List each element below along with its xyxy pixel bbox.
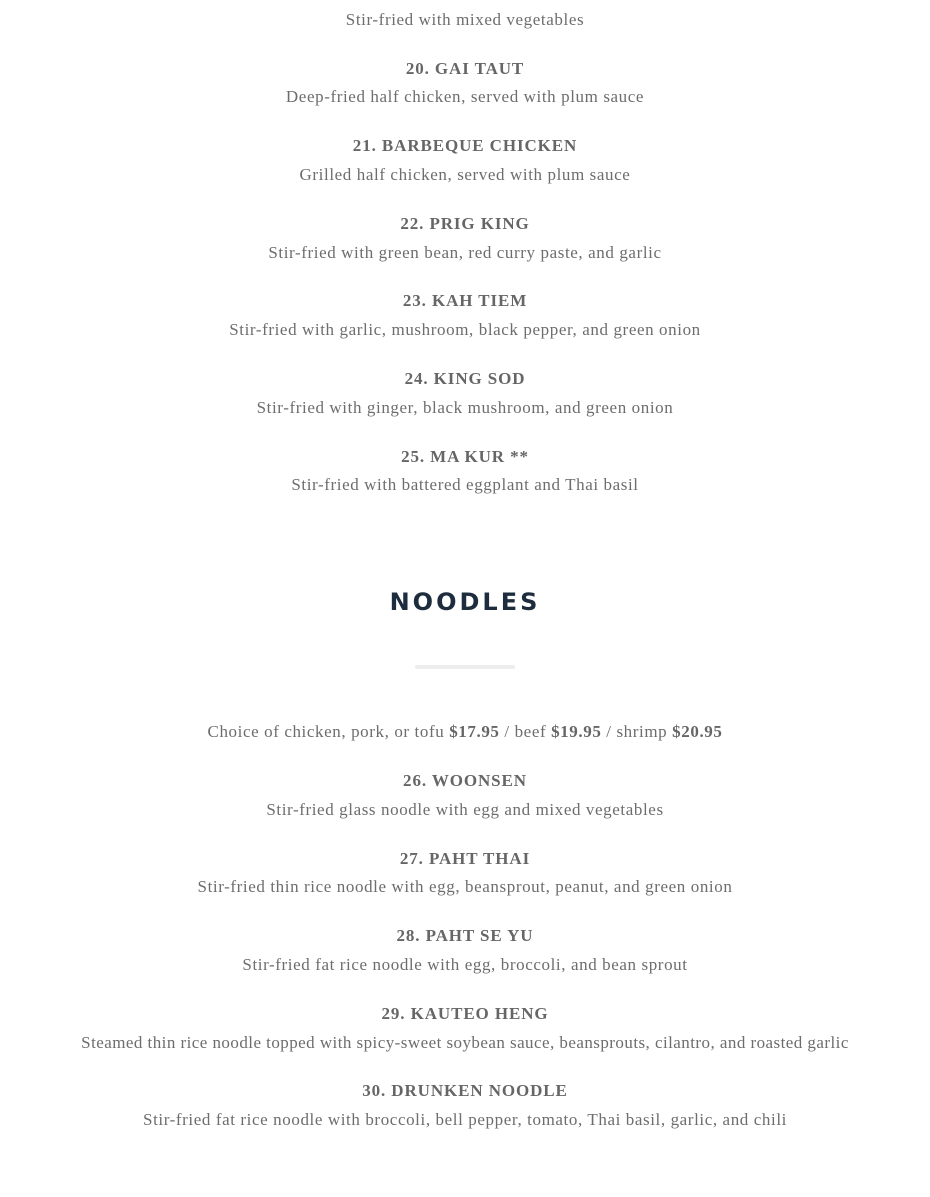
item-title: 28. PAHT SE YU	[396, 926, 534, 945]
item-description: Stir-fried thin rice noodle with egg, beansprout, peanut, and green onion	[197, 877, 733, 896]
item-title: 23. KAH TIEM	[402, 291, 528, 310]
pricing-intro: Choice of chicken, pork, or tofu	[207, 722, 450, 741]
item-description: Stir-fried with green bean, red curry paste, and garlic	[268, 243, 662, 262]
item-title: 20. GAI TAUT	[405, 59, 525, 78]
item-description: Grilled half chicken, served with plum sauce	[299, 165, 631, 184]
item-description: Stir-fried fat rice noodle with egg, broccoli, and bean sprout	[242, 955, 688, 974]
item-description: Steamed thin rice noodle topped with spicy-sweet soybean sauce, beansprouts, cilantro, and roasted garlic	[81, 1033, 849, 1052]
section-divider	[415, 665, 515, 669]
item-title: 22. PRIG KING	[400, 214, 530, 233]
item-title: 21. BARBEQUE CHICKEN	[352, 136, 578, 155]
item-description: Stir-fried glass noodle with egg and mixed vegetables	[266, 800, 664, 819]
item-title: 26. WOONSEN	[403, 771, 527, 790]
item-title: 24. KING SOD	[404, 369, 526, 388]
noodles-pricing	[0, 722, 930, 742]
item-description: Stir-fried with garlic, mushroom, black pepper, and green onion	[229, 320, 701, 339]
price-beef: $19.95	[551, 722, 602, 741]
item-title: 30. DRUNKEN NOODLE	[362, 1081, 568, 1100]
price-shrimp: $20.95	[672, 722, 723, 741]
section-heading-noodles: NOODLES	[389, 588, 541, 616]
item-description: Stir-fried with battered eggplant and Thai basil	[291, 475, 639, 494]
item-description: Deep-fried half chicken, served with plum sauce	[285, 87, 645, 106]
item-description: Stir-fried fat rice noodle with broccoli, bell pepper, tomato, Thai basil, garlic, and chili	[143, 1110, 787, 1129]
item-description: Stir-fried with ginger, black mushroom, and green onion	[256, 398, 674, 417]
price-chicken-pork-tofu: $17.95	[449, 722, 500, 741]
item-title: 25. MA KUR **	[401, 447, 529, 466]
pricing-sep-shrimp: / shrimp	[601, 722, 673, 741]
item-19-description: Stir-fried with mixed vegetables	[345, 10, 585, 29]
item-title: 27. PAHT THAI	[399, 849, 531, 868]
item-title: 29. KAUTEO HENG	[381, 1004, 549, 1023]
pricing-sep-beef: / beef	[499, 722, 552, 741]
